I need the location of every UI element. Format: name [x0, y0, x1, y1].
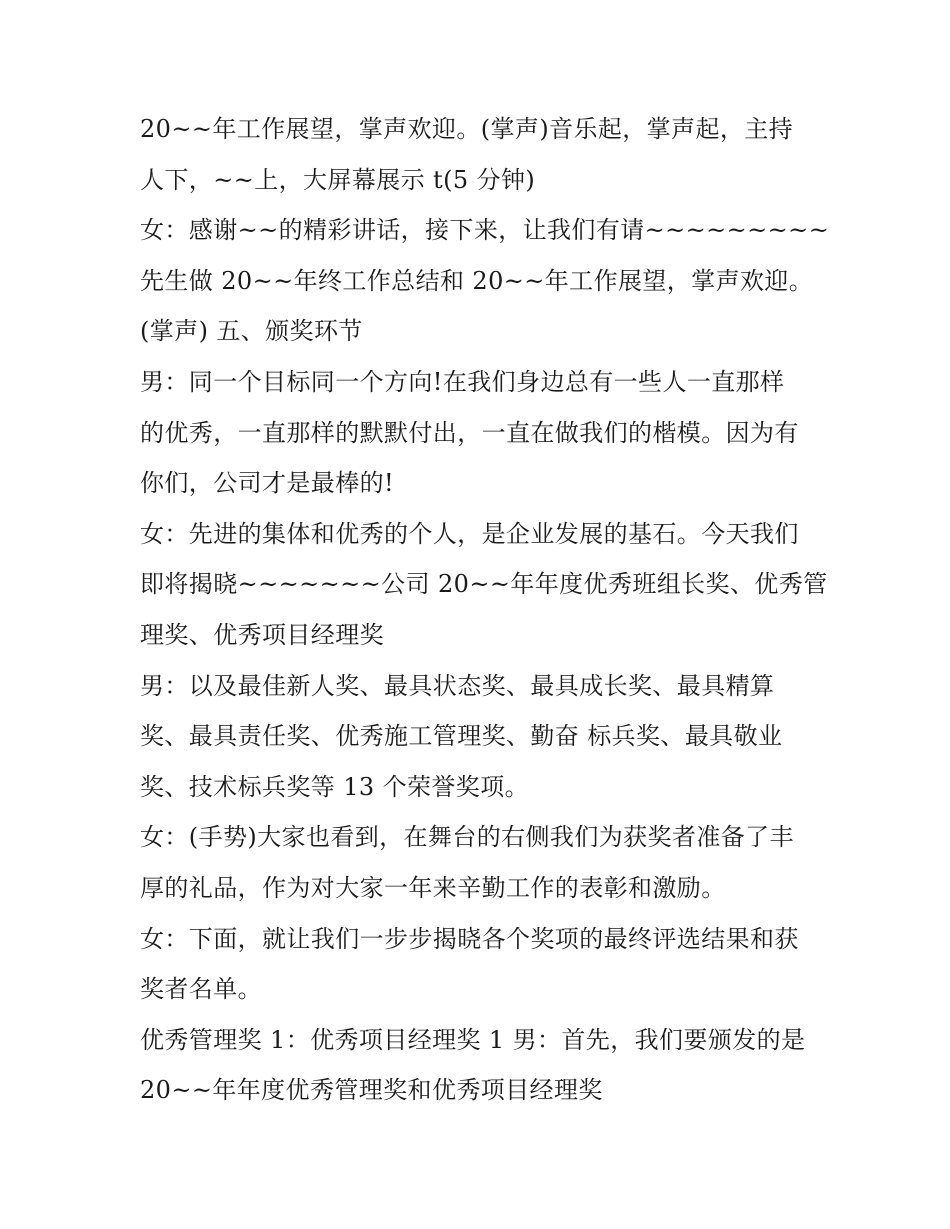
text-line: 20~~年工作展望，掌声欢迎。(掌声)音乐起，掌声起，主持 — [140, 115, 794, 143]
text-line: 女：先进的集体和优秀的个人，是企业发展的基石。今天我们 — [140, 520, 799, 548]
text-line: 优秀管理奖 1：优秀项目经理奖 1 男：首先，我们要颁发的是 — [140, 1026, 806, 1054]
text-line: 理奖、优秀项目经理奖 — [140, 621, 384, 649]
text-line: 女：(手势)大家也看到，在舞台的右侧我们为获奖者准备了丰 — [140, 823, 794, 851]
text-line: (掌声) 五、颁奖环节 — [140, 317, 363, 345]
text-line: 奖、技术标兵奖等 13 个荣誉奖项。 — [140, 773, 529, 801]
text-line: 厚的礼品，作为对大家一年来辛勤工作的表彰和激励。 — [140, 874, 726, 902]
text-line: 奖者名单。 — [140, 975, 262, 1003]
text-line: 女：感谢~~的精彩讲话，接下来，让我们有请~~~~~~~~~ — [140, 216, 830, 244]
text-line: 奖、最具责任奖、优秀施工管理奖、勤奋 标兵奖、最具敬业 — [140, 722, 783, 750]
text-line: 20~~年年度优秀管理奖和优秀项目经理奖 — [140, 1076, 603, 1104]
text-line: 男：同一个目标同一个方向!在我们身边总有一些人一直那样 — [140, 368, 785, 396]
text-line: 即将揭晓~~~~~~~公司 20~~年年度优秀班组长奖、优秀管 — [140, 570, 828, 598]
text-line: 女：下面，就让我们一步步揭晓各个奖项的最终评选结果和获 — [140, 925, 799, 953]
text-line: 男：以及最佳新人奖、最具状态奖、最具成长奖、最具精算 — [140, 672, 775, 700]
text-line: 的优秀，一直那样的默默付出，一直在做我们的楷模。因为有 — [140, 419, 799, 447]
text-line: 先生做 20~~年终工作总结和 20~~年工作展望，掌声欢迎。 — [140, 267, 814, 295]
text-line: 你们，公司才是最棒的! — [140, 469, 395, 497]
text-line: 人下，~~上，大屏幕展示 t(5 分钟) — [140, 166, 536, 194]
